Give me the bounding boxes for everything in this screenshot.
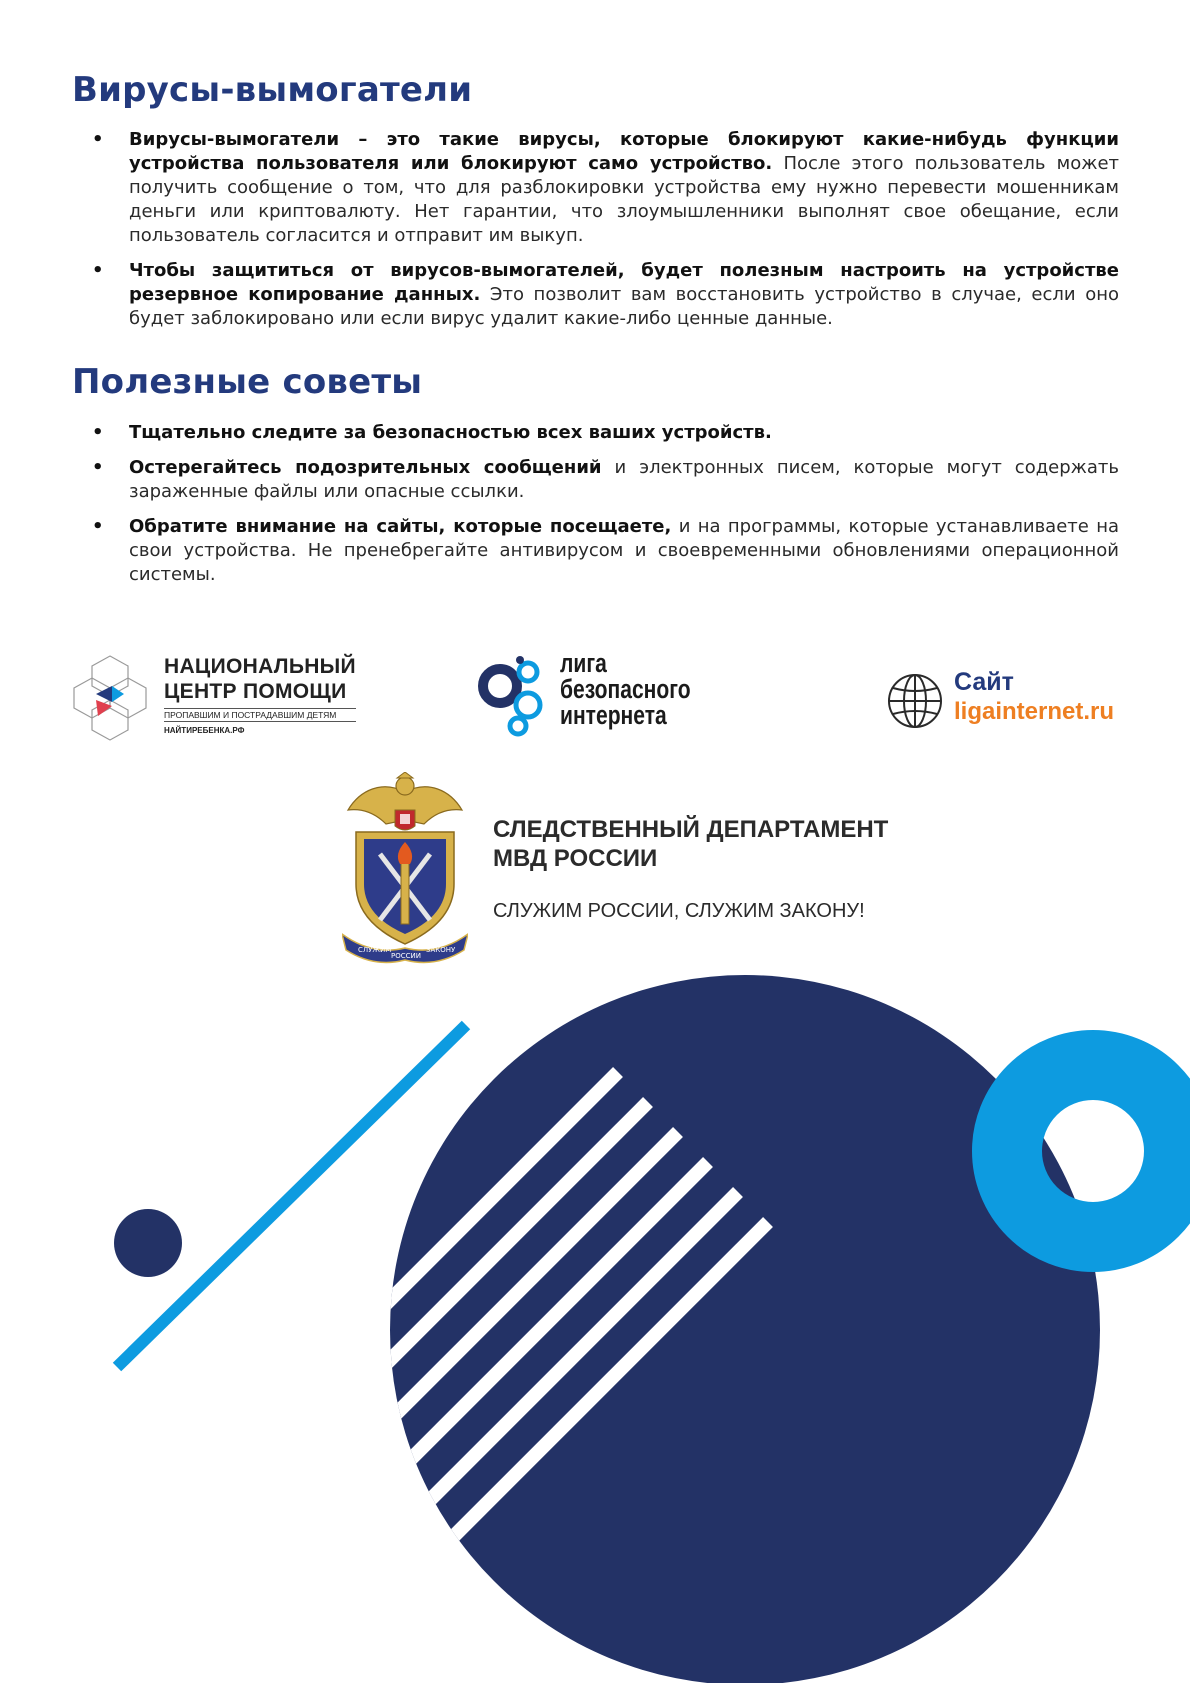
big-navy-circle xyxy=(390,975,1100,1683)
ncp-text: НАЦИОНАЛЬНЫЙ ЦЕНТР ПОМОЩИ ПРОПАВШИМ И ПОСТРАДАВШИМ ДЕТЯМ НАЙТИРЕБЕНКА.РФ xyxy=(164,655,356,735)
cyan-ring xyxy=(1007,1065,1179,1237)
department-name: СЛЕДСТВЕННЫЙ ДЕПАРТАМЕНТ МВД РОССИИ xyxy=(493,816,889,872)
list-item: • Остерегайтесь подозрительных сообщений и электронных писем, которые могут содержать зараженные файлы или опасные ссылки. xyxy=(92,456,1119,504)
list-item: • Обратите внимание на сайты, которые посещаете, и на программы, которые устанавливаете на свои устройства. Не пренебрегайте антивирусом и своевременными обновлениями операционной системы. xyxy=(92,515,1119,587)
department-motto: СЛУЖИМ РОССИИ, СЛУЖИМ ЗАКОНУ! xyxy=(493,900,865,922)
emblem-ribbon-word: РОССИИ xyxy=(391,952,421,960)
site-label: Сайт xyxy=(954,668,1014,696)
list-item: • Тщательно следите за безопасностью всех ваших устройств. xyxy=(92,421,1119,445)
emblem-ribbon-word: СЛУЖИМ xyxy=(358,946,392,954)
section-title-ransomware: Вирусы-вымогатели xyxy=(72,70,473,110)
section-title-tips: Полезные советы xyxy=(72,362,423,402)
site-url-link[interactable]: ligainternet.ru xyxy=(954,698,1115,725)
small-navy-circle xyxy=(114,1209,182,1277)
list-item: • Вирусы-вымогатели – это такие вирусы, которые блокируют какие-нибудь функции устройства пользователя или блокируют само устройство. После этого пользователь может получить сообщение о том, что для разблокировки устройства ему нужно перевести мошенникам деньги или криптовалюту. Нет гарантии, что злоумышленники выполнят свое обещание, если пользователь согласится и отправит им выкуп. xyxy=(92,128,1119,248)
liga-text: лига безопасного интернета xyxy=(560,648,691,730)
emblem-ribbon-word: ЗАКОНУ xyxy=(426,946,456,954)
list-item: • Чтобы защититься от вирусов-вымогателей, будет полезным настроить на устройстве резервное копирование данных. Это позволит вам восстановить устройство в случае, если оно будет заблокировано или если вирус удалит какие-либо ценные данные. xyxy=(92,259,1119,331)
